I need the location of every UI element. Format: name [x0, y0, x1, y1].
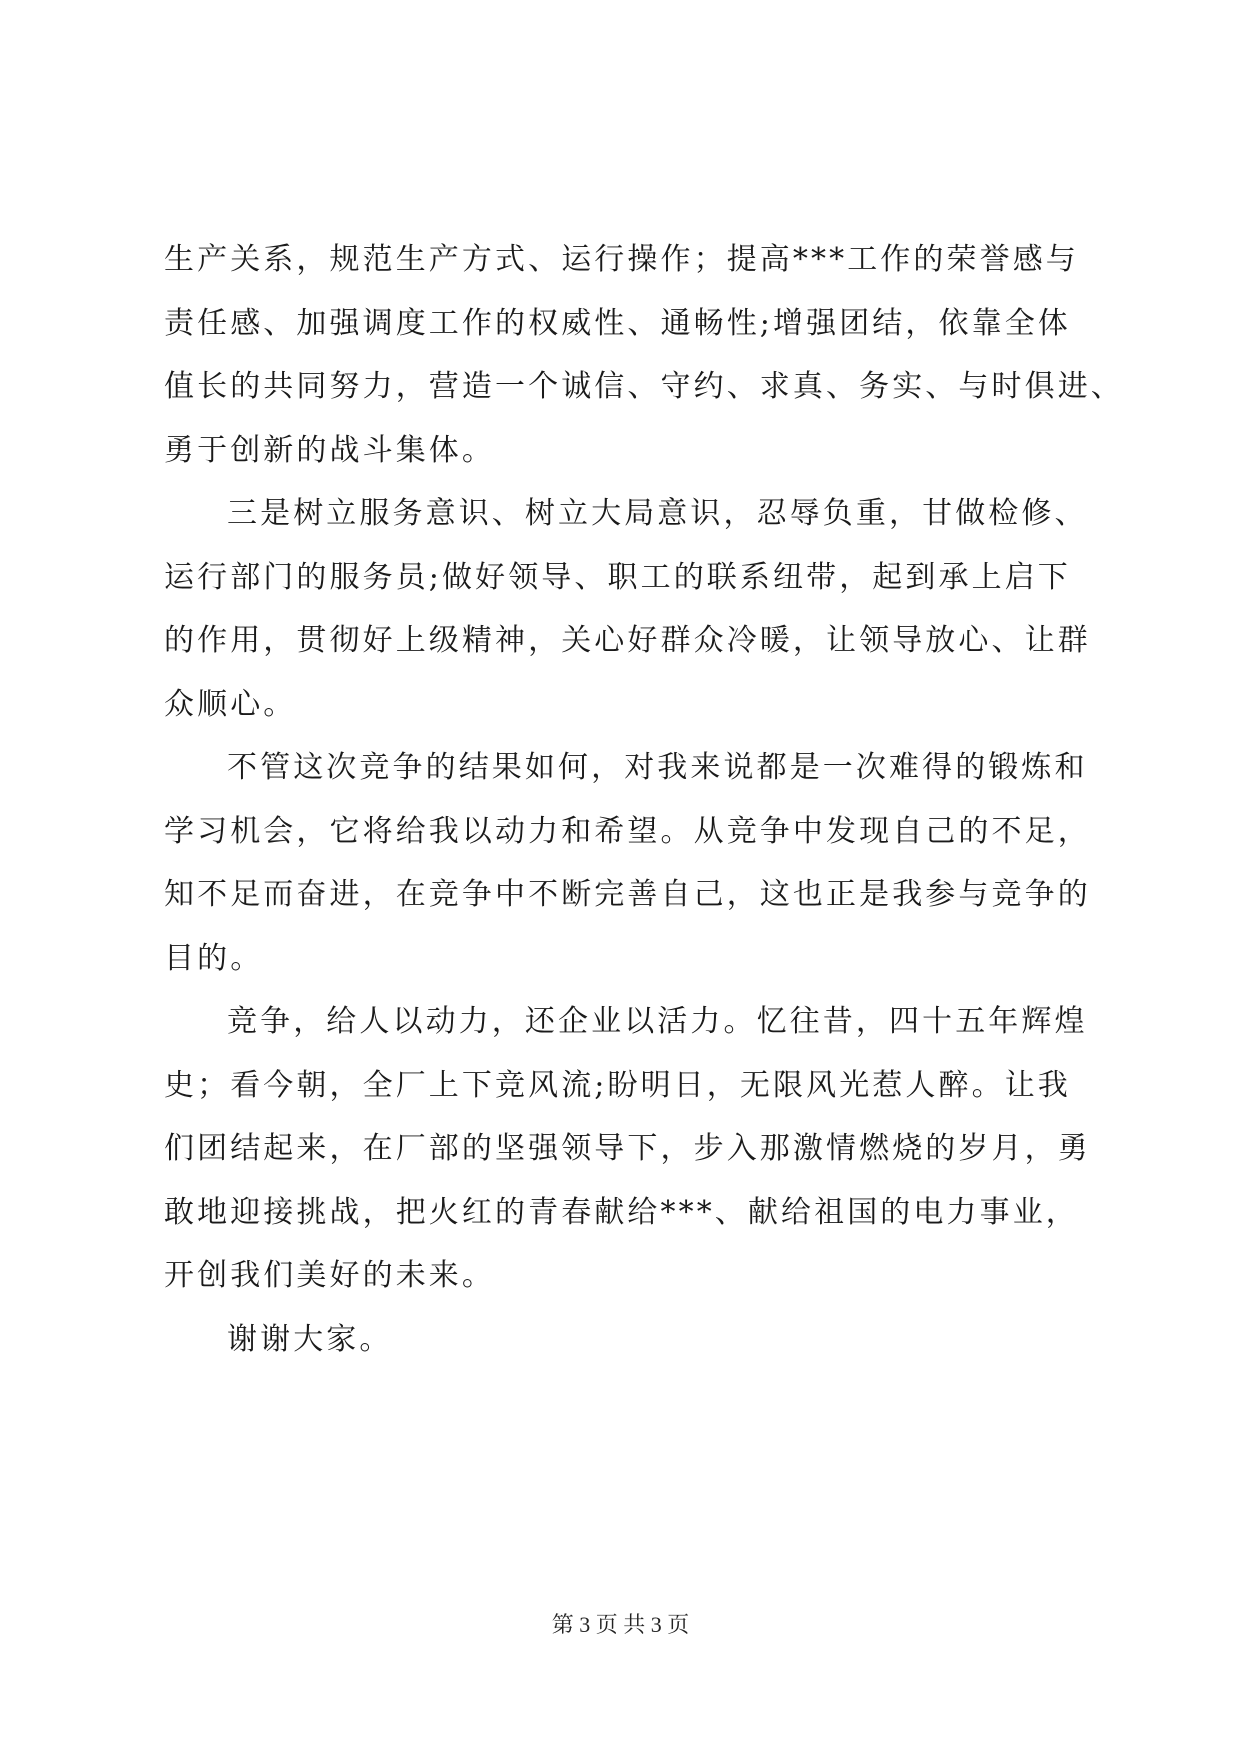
text-line: 学习机会，它将给我以动力和希望。从竞争中发现自己的不足，	[164, 813, 1091, 849]
text-line: 三是树立服务意识、树立大局意识，忍辱负重，甘做检修、	[227, 496, 1088, 531]
text-line: 开创我们美好的未来。	[164, 1258, 495, 1293]
text-line: 众顺心。	[164, 686, 297, 722]
text-line: 生产关系，规范生产方式、运行操作；提高***工作的荣誉感与	[164, 242, 1079, 277]
text-line: 敢地迎接挑战，把火红的青春献给***、献给祖国的电力事业，	[164, 1194, 1079, 1230]
text-line: 责任感、加强调度工作的权威性、通畅性;增强团结，依靠全体	[164, 305, 1071, 341]
text-line: 竞争，给人以动力，还企业以活力。忆往昔，四十五年辉煌	[227, 1004, 1088, 1039]
document-body	[164, 228, 1124, 1371]
text-line: 运行部门的服务员;做好领导、职工的联系纽带，起到承上启下	[164, 559, 1071, 595]
text-line: 史；看今朝，全厂上下竞风流;盼明日，无限风光惹人醉。让我	[164, 1067, 1071, 1103]
text-line: 的作用，贯彻好上级精神，关心好群众冷暖，让领导放心、让群	[164, 623, 1091, 658]
text-line: 目的。	[164, 940, 264, 976]
text-line: 们团结起来，在厂部的坚强领导下，步入那激情燃烧的岁月，勇	[164, 1131, 1091, 1166]
text-line: 不管这次竞争的结果如何，对我来说都是一次难得的锻炼和	[227, 750, 1088, 785]
text-line: 谢谢大家。	[227, 1321, 393, 1357]
text-line: 勇于创新的战斗集体。	[164, 432, 495, 468]
text-line: 值长的共同努力，营造一个诚信、守约、求真、务实、与时俱进、	[164, 369, 1124, 404]
page-footer: 第 3 页 共 3 页	[551, 1612, 690, 1637]
text-line: 知不足而奋进，在竞争中不断完善自己，这也正是我参与竞争的	[164, 877, 1091, 912]
